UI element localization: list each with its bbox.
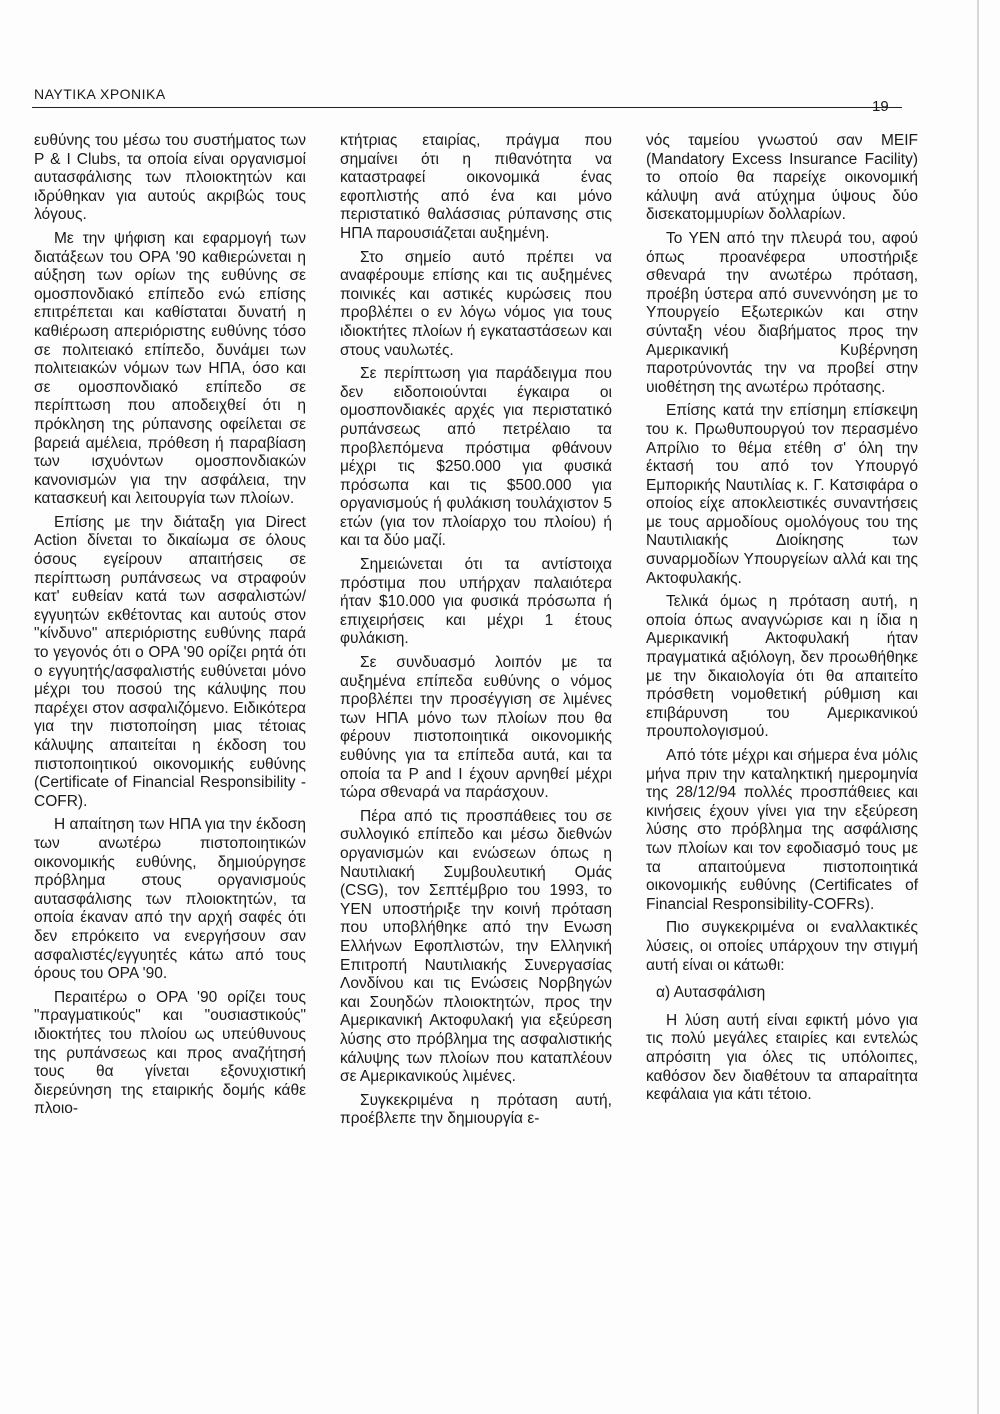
running-header-title: ΝΑΥΤΙΚΑ ΧΡΟΝΙΚΑ	[34, 86, 166, 102]
text-column-3	[646, 132, 918, 1110]
paragraph: νός ταμείου γνωστού σαν MEIF (Mandatory Excess Insurance Facility) το οποίο θα παρείχε οικονομική κάλυψη ανά ατύχημα ύψους δύο δισεκατομμυρίων δολλαρίων.	[646, 132, 918, 224]
paragraph: Επίσης με την διάταξη για Direct Action δίνεται το δικαίωμα σε όλους όσους εγείρουν απαιτήσεις σε περίπτωση ρυπάνσεως να στραφούν κατ' ευθείαν κατά των ασφαλιστών/εγγυητών εκθέτοντας και αυτούς στον "κίνδυνο" απεριόριστης ευθύνης παρά το γεγονός ότι ο ΟΡΑ '90 ορίζει ρητά ότι ο εγγυητής/ασφαλιστής ευθύνεται μόνο μέχρι του ποσού της κάλυψης που παρέχει στον ασφαλιζόμενο. Ειδικότερα για την πιστοποίηση μιας τέτοιας κάλυψης απαιτείται η έκδοση του πιστοποιητικού οικονομικής ευθύνης (Certificate of Financial Responsibility - COFR).	[34, 513, 306, 810]
page-edge	[977, 0, 979, 1414]
paragraph: Η λύση αυτή είναι εφικτή μόνο για τις πολύ μεγάλες εταιρίες και εντελώς απρόσιτη για όλες τις υπόλοιπες, καθόσον δεν διαθέτουν τα απαραίτητα κεφάλαια για κάτι τέτοιο.	[646, 1011, 918, 1104]
page-number: 19	[872, 98, 889, 115]
paragraph: Σημειώνεται ότι τα αντίστοιχα πρόστιμα που υπήρχαν παλαιότερα ήταν $10.000 για φυσικά πρόσωπα ή επιχειρήσεις και μέχρι 1 έτους φυλάκιση.	[340, 556, 612, 648]
paragraph: Η απαίτηση των ΗΠΑ για την έκδοση των ανωτέρω πιστοποιητικών οικονομικής ευθύνης, δημιούργησε πρόβλημα στους οργανισμούς αυτασφάλισης των πλοιοκτητών, τα οποία έκαναν από την αρχή σαφές ότι δεν επρόκειτο να ενεργήσουν σαν ασφαλιστές/εγγυητές κάτω από τους όρους του ΟΡΑ '90.	[34, 816, 306, 983]
paragraph: Πέρα από τις προσπάθειες του σε συλλογικό επίπεδο και μέσω διεθνών οργανισμών και ενώσεων όπως η Ναυτιλιακή Συμβουλευτική Ομάς (CSG), τον Σεπτέμβριο του 1993, το ΥΕΝ υποστήριξε την κοινή πρόταση που υποβλήθηκε από την Ενωση Ελλήνων Εφοπλιστών, την Ελληνική Επιτροπή Ναυτιλιακής Συνεργασίας Λονδίνου και τις Ενώσεις Νορβηγών και Σουηδών πλοιοκτητών, προς την Αμερικανική Ακτοφυλακή για εξεύρεση λύσης στο πρόβλημα της ασφαλιστικής κάλυψης των πλοίων που καταπλέουν σε Αμερικανικούς λιμένες.	[340, 807, 612, 1086]
paragraph: ευθύνης του μέσω του συστήματος των P & I Clubs, τα οποία είναι οργανισμοί αυτασφάλισης των πλοιοκτητών και ιδρύθηκαν για αυτούς ακριβώς τους λόγους.	[34, 132, 306, 224]
paragraph: Το ΥΕΝ από την πλευρά του, αφού όπως προανέφερα υποστήριξε σθεναρά την ανωτέρω πρόταση, προέβη ύστερα από συνεννόηση με το Υπουργείο Εξωτερικών και στην σύνταξη νέου διαβήματος προς την Αμερικανική Κυβέρνηση παροτρύνοντάς την να προβεί στην υιοθέτηση της ανωτέρω πρότασης.	[646, 229, 918, 396]
text-column-1	[34, 132, 306, 1124]
paragraph: Σε περίπτωση για παράδειγμα που δεν ειδοποιούνται έγκαιρα οι ομοσπονδιακές αρχές για περιστατικό ρυπάνσεως από πετρέλαιο τα προβλεπόμενα πρόστιμα φθάνουν μέχρι τις $250.000 για φυσικά πρόσωπα και τις $500.000 για οργανισμούς ή φυλάκιση τουλάχιστον 5 ετών (για τον πλοίαρχο του πλοίου) ή και τα δύο μαζί.	[340, 365, 612, 550]
paragraph: κτήτριας εταιρίας, πράγμα που σημαίνει ότι η πιθανότητα να καταστραφεί οικονομικά ένας εφοπλιστής από ένα και μόνο περιστατικό θαλάσσιας ρύπανσης στις ΗΠΑ παρουσιάζεται αυξημένη.	[340, 132, 612, 242]
paragraph: Περαιτέρω ο ΟΡΑ '90 ορίζει τους "πραγματικούς" και "ουσιαστικούς" ιδιοκτήτες του πλοίου ως υπεύθυνους της ρυπάνσεως και προς αναζήτησή τους θα γίνεται εξονυχιστική διερεύνηση της εταιρικής δομής κάθε πλοιο-	[34, 988, 306, 1118]
paragraph: Πιο συγκεκριμένα οι εναλλακτικές λύσεις, οι οποίες υπάρχουν την στιγμή αυτή είναι οι κάτωθι:	[646, 919, 918, 974]
paragraph: Επίσης κατά την επίσημη επίσκεψη του κ. Πρωθυπουργού τον περασμένο Απρίλιο το θέμα ετέθη σ' όλη την έκτασή του από τον Υπουργό Εμπορικής Ναυτιλίας κ. Γ. Κατσιφάρα ο οποίος είχε αποκλειστικές συναντήσεις με τους αρμοδίους ομολόγους του της Ναυτιλιακής Διοίκησης των συναρμοδίων Υπουργείων αλλά και της Ακτοφυλακής.	[646, 402, 918, 587]
paragraph: Με την ψήφιση και εφαρμογή των διατάξεων του ΟΡΑ '90 καθιερώνεται η αύξηση των ορίων της ευθύνης σε ομοσπονδιακό επίπεδο ενώ επίσης επιτρέπεται και καθίσταται δυνατή η καθιέρωση απεριόριστης ευθύνης τόσο σε πολιτειακό επίπεδο, δυνάμει των πολιτειακών νόμων των ΗΠΑ, όσο και σε ομοσπονδιακό επίπεδο σε περίπτωση που αποδειχθεί ότι η πρόκληση της ρύπανσης οφείλεται σε βαρειά αμέλεια, πρόθεση ή παραβίαση των ισχυόντων ομοσπονδιακών κανονισμών για την ασφάλεια, την κατασκευή και λειτουργία των πλοίων.	[34, 229, 306, 508]
paragraph: Συγκεκριμένα η πρόταση αυτή, προέβλεπε την δημιουργία ε-	[340, 1091, 612, 1128]
paragraph: Από τότε μέχρι και σήμερα ένα μόλις μήνα πριν την καταληκτική ημερομηνία της 28/12/94 πολλές προσπάθειες και κινήσεις έχουν γίνει για την εξεύρεση λύσης στο πρόβλημα της ασφάλισης των πλοίων και τον εφοδιασμό τους με τα απαιτούμενα πιστοποιητικά οικονομικής ευθύνης (Certificates of Financial Responsibility-COFRs).	[646, 747, 918, 913]
text-column-2	[340, 132, 612, 1134]
paragraph: Σε συνδυασμό λοιπόν με τα αυξημένα επίπεδα ευθύνης ο νόμος προβλέπει την προσέγγιση σε λιμένες των ΗΠΑ μόνο των πλοίων που θα φέρουν πιστοποιητικά οικονομικής ευθύνης για τα επίπεδα αυτά, και τα οποία τα P and I έχουν αρνηθεί μέχρι τώρα σθεναρά να παράσχουν.	[340, 654, 612, 802]
section-subheading: α) Αυτασφάλιση	[656, 984, 766, 1002]
header-rule	[32, 107, 902, 108]
paragraph: Στο σημείο αυτό πρέπει να αναφέρουμε επίσης και τις αυξημένες ποινικές και αστικές κυρώσεις που προβλέπει ο εν λόγω νόμος για τους ιδιοκτήτες πλοίων ή εγκαταστάσεων και στους ναυλωτές.	[340, 248, 612, 359]
paragraph: Τελικά όμως η πρόταση αυτή, η οποία όπως αναγνώρισε και η ίδια η Αμερικανική Ακτοφυλακή ήταν πραγματικά αξιόλογη, δεν προωθήθηκε με την δικαιολογία ότι θα απαιτείτο πρόσθετη νομοθετική ρύθμιση και επιβάρυνση του Αμερικανικού προυπολογισμού.	[646, 593, 918, 741]
